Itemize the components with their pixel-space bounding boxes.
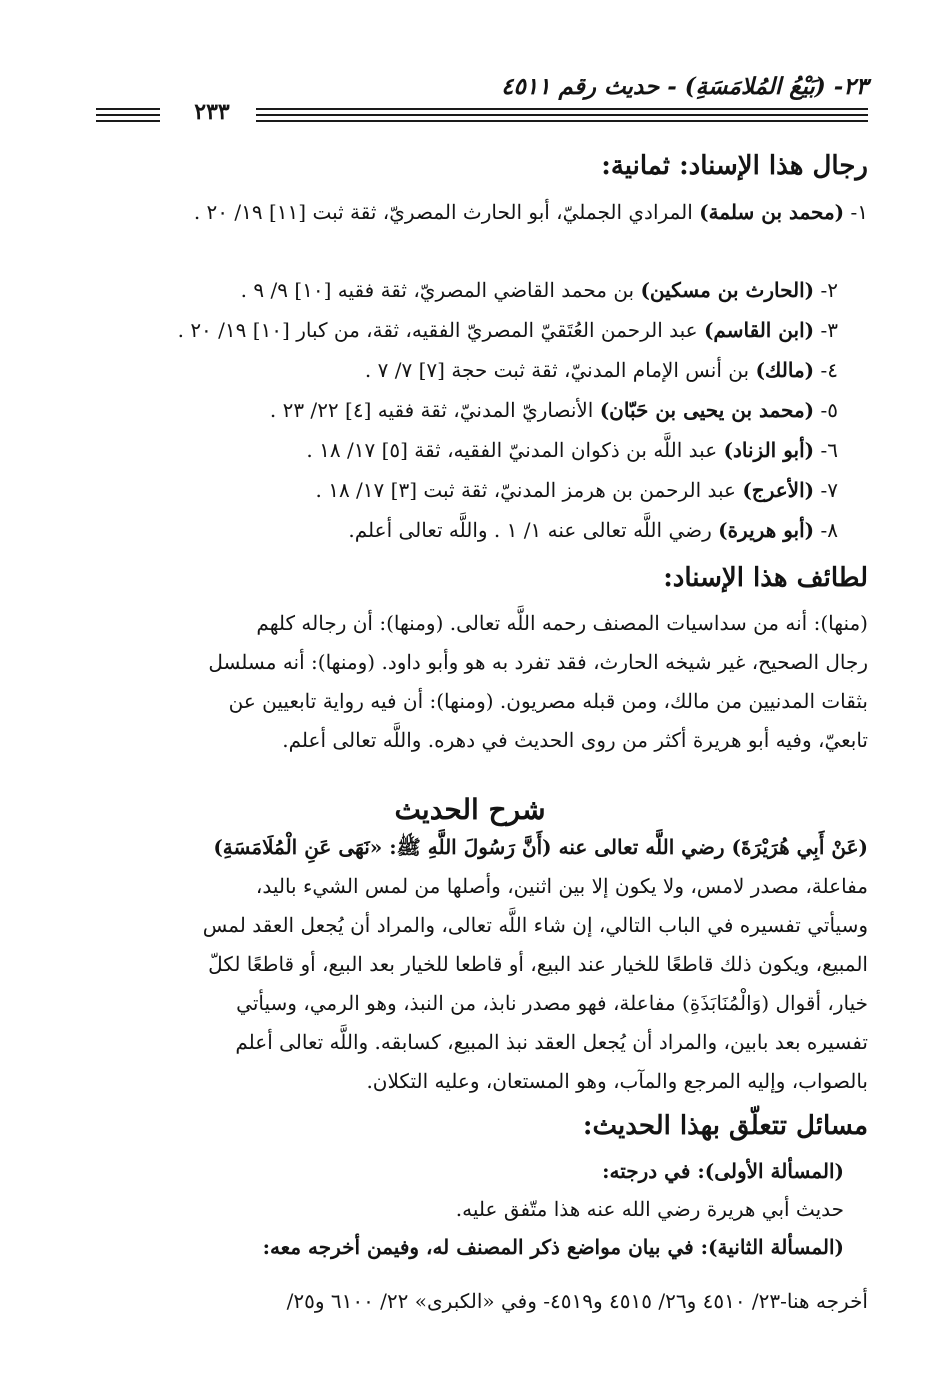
narrator-details: عبد الرحمن العُتَقيّ المصريّ الفقيه، ثقة، من كبار [١٠] ١٩/ ٢٠ . xyxy=(177,318,704,342)
text-line: بالصواب، وإليه المرجع والمآب، وهو المستعان، وعليه التكلان. xyxy=(366,1069,868,1093)
narrator-item xyxy=(98,270,838,310)
text-line: وسيأتي تفسيره في الباب التالي، إن شاء اللَّه تعالى، والمراد أن يُجعل العقد لمس xyxy=(202,913,868,937)
running-header-title: ٢٣- (بَيْعُ المُلامَسَةِ) - حديث رقم ٤٥١١ xyxy=(501,73,868,100)
text-line: تفسيره بعد بابين، والمراد أن يُجعل العقد نبذ المبيع، كسابقه. واللَّه تعالى أعلم xyxy=(235,1030,868,1054)
narrator-name: (مالك) xyxy=(755,358,815,382)
narrator-item xyxy=(98,430,838,470)
narrator-details: بن محمد القاضي المصريّ، ثقة فقيه [١٠] ٩/ ٩ . xyxy=(240,278,641,302)
header-rule xyxy=(256,108,868,110)
issues-text xyxy=(100,1282,868,1320)
narrator-name: (أبو الزناد) xyxy=(723,438,815,462)
item-number: ٥- xyxy=(814,398,838,422)
text-line: بثقات المدنيين من مالك، ومن قبله مصريون. (ومنها): أن فيه رواية تابعيين عن xyxy=(228,689,868,713)
narrator-item xyxy=(108,192,868,232)
narrator-item xyxy=(98,390,838,430)
issues-section xyxy=(98,1106,868,1146)
narrator-name: (أبو هريرة) xyxy=(718,518,815,542)
text-line: خيار، أقوال (وَالْمُنَابَذَةِ) مفاعلة، فهو مصدر نابذ، من النبذ، وهو الرمي، وسيأتي xyxy=(236,991,868,1015)
narrator-details: عبد الرحمن بن هرمز المدنيّ، ثقة ثبت [٣] ١٧/ ١٨ . xyxy=(315,478,743,502)
narrator-name: (الأعرج) xyxy=(742,478,815,502)
narrator-item xyxy=(98,470,838,510)
narrator-details: الأنصاريّ المدنيّ، ثقة فقيه [٤] ٢٢/ ٢٣ . xyxy=(269,398,600,422)
narrator-list xyxy=(108,192,868,232)
header-rule xyxy=(96,120,160,122)
narrator-name: (محمد بن يحيى بن حَبّان) xyxy=(599,398,815,422)
header-rule xyxy=(256,114,868,116)
narrator-item xyxy=(98,310,838,350)
section-heading: مسائل تتعلّق بهذا الحديث: xyxy=(582,1111,868,1141)
narrator-details: المرادي الجمليّ، أبو الحارث المصريّ، ثقة ثبت [١١] ١٩/ ٢٠ . xyxy=(193,200,700,224)
header-rule xyxy=(96,114,160,116)
item-number: ٨- xyxy=(814,518,838,542)
text-line: تابعيّ، وفيه أبو هريرة أكثر من روى الحديث في دهره. واللَّه تعالى أعلم. xyxy=(282,728,868,752)
narrator-name: (الحارث بن مسكين) xyxy=(640,278,815,302)
subtleties-text xyxy=(124,604,868,760)
text-line: (منها): أنه من سداسيات المصنف رحمه اللَّه تعالى. (ومنها): أن رجاله كلهم xyxy=(256,611,868,635)
text-line: رجال الصحيح، غير شيخه الحارث، فقد تفرد به هو وأبو داود. (ومنها): أنه مسلسل xyxy=(208,650,868,674)
narrator-details: بن أنس الإمام المدنيّ، ثقة ثبت حجة [٧] ٧/ ٧ . xyxy=(364,358,756,382)
issue-title: (المسألة الثانية): في بيان مواضع ذكر المصنف له، وفيمن أخرجه معه: xyxy=(262,1235,844,1259)
text-line: مفاعلة، مصدر لامس، ولا يكون إلا بين اثنين، وأصلها من لمس الشيء باليد، xyxy=(255,874,868,898)
narrator-list xyxy=(98,270,838,550)
text-line: (عَنْ أَبِي هُرَيْرَةَ) رضي اللَّه تعالى عنه (أَنَّ رَسُولَ اللَّهِ ﷺ: «نَهَى عَنِ الْمُلَامَسَةِ) xyxy=(213,835,868,859)
narrator-item xyxy=(98,350,838,390)
header-rule xyxy=(256,120,868,122)
narrator-name: (ابن القاسم) xyxy=(703,318,815,342)
narrators-section xyxy=(98,146,868,186)
text-line: المبيع، ويكون ذلك قاطعًا للخيار عند البيع، أو قاطعا للخيار بعد البيع، أو قاطعًا لكلّ xyxy=(208,952,868,976)
commentary-heading: شرح الحديث xyxy=(394,793,546,826)
narrator-item xyxy=(98,510,838,550)
narrator-details: عبد اللَّه بن ذكوان المدنيّ الفقيه، ثقة [٥] ١٧/ ١٨ . xyxy=(306,438,724,462)
issue-title: (المسألة الأولى): في درجته: xyxy=(602,1159,844,1183)
text-line: حديث أبي هريرة رضي الله عنه هذا متّفق عليه. xyxy=(455,1197,844,1221)
issues-text xyxy=(100,1152,844,1266)
narrator-name: (محمد بن سلمة) xyxy=(699,200,845,224)
header-rule xyxy=(96,108,160,110)
section-heading: رجال هذا الإسناد: ثمانية: xyxy=(601,151,868,181)
item-number: ٢- xyxy=(814,278,838,302)
item-number: ٦- xyxy=(814,438,838,462)
section-heading: لطائف هذا الإسناد: xyxy=(663,563,868,593)
text-line: أخرجه هنا-٢٣/ ٤٥١٠ و٢٦/ ٤٥١٥ و٤٥١٩- وفي «الكبرى» ٢٢/ ٦١٠٠ و٢٥/ xyxy=(286,1289,868,1313)
subtleties-section xyxy=(98,558,868,598)
item-number: ١- xyxy=(844,200,868,224)
commentary-text xyxy=(100,828,868,1101)
item-number: ٤- xyxy=(814,358,838,382)
item-number: ٧- xyxy=(814,478,838,502)
item-number: ٣- xyxy=(814,318,838,342)
narrator-details: رضي اللَّه تعالى عنه ١/ ١ . واللَّه تعالى أعلم. xyxy=(348,518,719,542)
page-number: ٢٣٣ xyxy=(194,99,230,125)
